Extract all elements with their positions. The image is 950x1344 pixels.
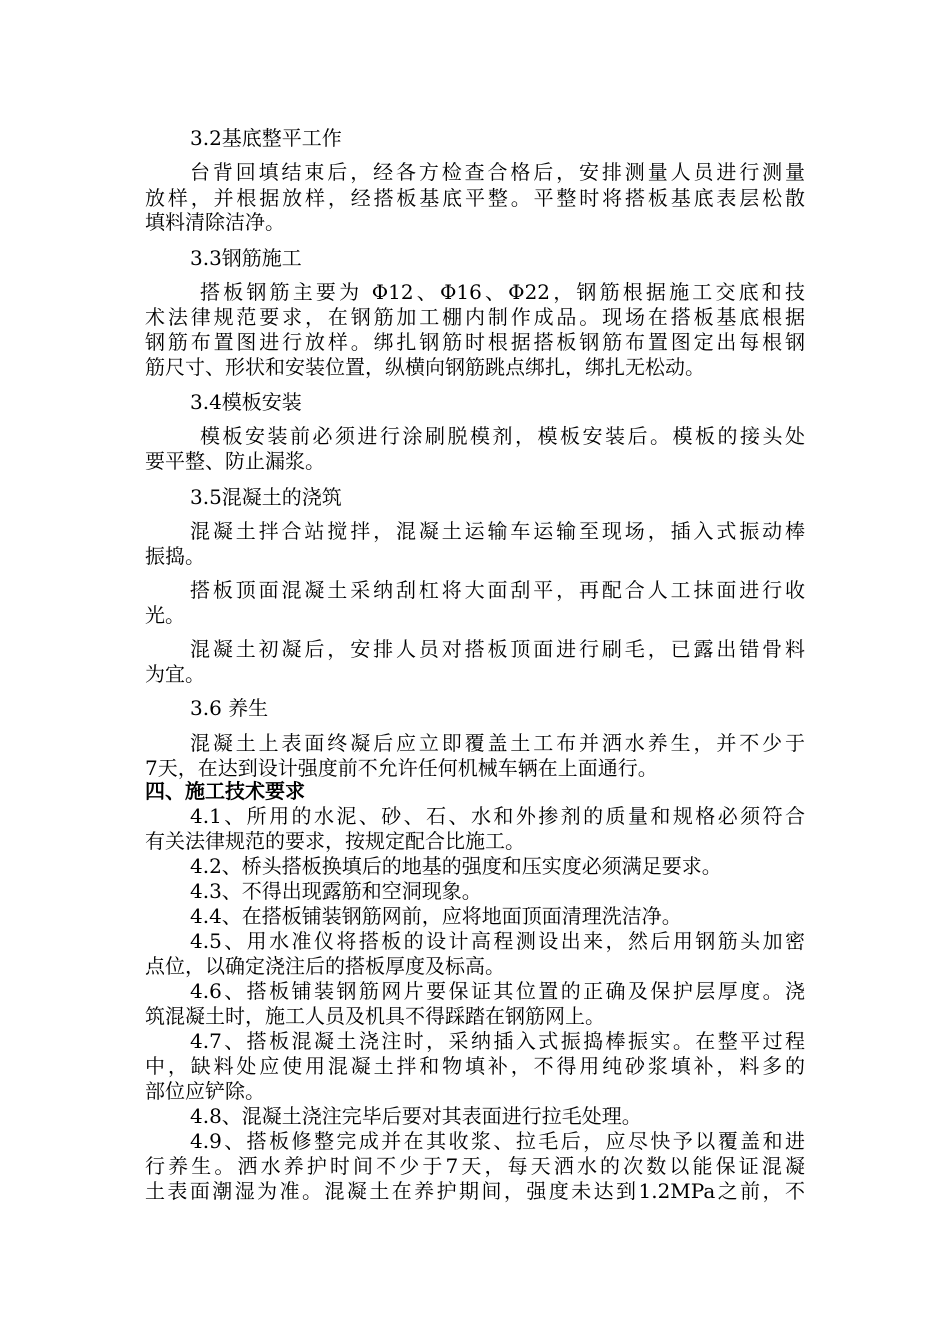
list-item: 4.3、不得出现露筋和空洞现象。 xyxy=(190,879,482,903)
paragraph-line: 筋尺寸、形状和安装位置，纵横向钢筋跳点绑扎，绑扎无松动。 xyxy=(145,355,705,379)
paragraph-line: 搭板顶面混凝土采纳刮杠将大面刮平，再配合人工抹面进行收 xyxy=(190,578,805,602)
paragraph-line: 混凝土拌合站搅拌，混凝土运输车运输至现场，插入式振动棒 xyxy=(190,519,805,543)
list-item-line: 4.7、搭板混凝土浇注时，采纳插入式振捣棒振实。在整平过程 xyxy=(190,1029,805,1053)
section-heading-3-5: 3.5混凝土的浇筑 xyxy=(190,485,342,509)
paragraph-line: 光。 xyxy=(145,603,185,627)
list-item-line: 中，缺料处应使用混凝土拌和物填补，不得用纯砂浆填补，料多的 xyxy=(145,1054,805,1078)
paragraph-line: 模板安装前必须进行涂刷脱模剂，模板安装后。模板的接头处 xyxy=(200,424,805,448)
section-heading-4: 四、施工技术要求 xyxy=(145,779,305,803)
list-item-line: 4.5、用水准仪将搭板的设计高程测设出来，然后用钢筋头加密 xyxy=(190,929,805,953)
paragraph-line: 混凝土上表面终凝后应立即覆盖土工布并洒水养生，并不少于 xyxy=(190,731,805,755)
paragraph-line: 7天，在达到设计强度前不允许任何机械车辆在上面通行。 xyxy=(145,756,658,780)
list-item-line: 4.6、搭板铺装钢筋网片要保证其位置的正确及保护层厚度。浇 xyxy=(190,979,805,1003)
section-heading-3-6: 3.6 养生 xyxy=(190,696,269,720)
section-heading-3-4: 3.4模板安装 xyxy=(190,390,302,414)
list-item-line: 筑混凝土时，施工人员及机具不得踩踏在钢筋网上。 xyxy=(145,1004,605,1028)
list-item-line: 4.9、搭板修整完成并在其收浆、拉毛后，应尽快予以覆盖和进 xyxy=(190,1129,805,1153)
list-item: 4.2、桥头搭板换填后的地基的强度和压实度必须满足要求。 xyxy=(190,854,722,878)
paragraph-line: 台背回填结束后，经各方检查合格后，安排测量人员进行测量 xyxy=(190,160,805,184)
paragraph-line: 钢筋布置图进行放样。绑扎钢筋时根据搭板钢筋布置图定出每根钢 xyxy=(145,330,805,354)
list-item-line: 土表面潮湿为准。混凝土在养护期间，强度未达到1.2MPa之前，不 xyxy=(145,1179,805,1203)
list-item-line: 4.1、所用的水泥、砂、石、水和外掺剂的质量和规格必须符合 xyxy=(190,804,805,828)
list-item: 4.4、在搭板铺装钢筋网前，应将地面顶面清理洗洁净。 xyxy=(190,904,682,928)
list-item-line: 行养生。洒水养护时间不少于7天，每天洒水的次数以能保证混凝 xyxy=(145,1154,805,1178)
paragraph-line: 为宜。 xyxy=(145,662,205,686)
section-heading-3-3: 3.3钢筋施工 xyxy=(190,246,302,270)
list-item-line: 部位应铲除。 xyxy=(145,1079,265,1103)
list-item: 4.8、混凝土浇注完毕后要对其表面进行拉毛处理。 xyxy=(190,1104,642,1128)
paragraph-line: 放样，并根据放样，经搭板基底平整。平整时将搭板基底表层松散 xyxy=(145,186,805,210)
paragraph-line: 搭板钢筋主要为 Φ12、Φ16、Φ22，钢筋根据施工交底和技 xyxy=(200,280,805,304)
paragraph-line: 要平整、防止漏浆。 xyxy=(145,449,325,473)
list-item-line: 有关法律规范的要求，按规定配合比施工。 xyxy=(145,829,525,853)
list-item-line: 点位，以确定浇注后的搭板厚度及标高。 xyxy=(145,954,505,978)
paragraph-line: 混凝土初凝后，安排人员对搭板顶面进行刷毛，已露出错骨料 xyxy=(190,637,805,661)
paragraph-line: 填料清除洁净。 xyxy=(145,210,285,234)
paragraph-line: 振捣。 xyxy=(145,544,205,568)
paragraph-line: 术法律规范要求，在钢筋加工棚内制作成品。现场在搭板基底根据 xyxy=(145,305,805,329)
section-heading-3-2: 3.2基底整平工作 xyxy=(190,126,342,150)
